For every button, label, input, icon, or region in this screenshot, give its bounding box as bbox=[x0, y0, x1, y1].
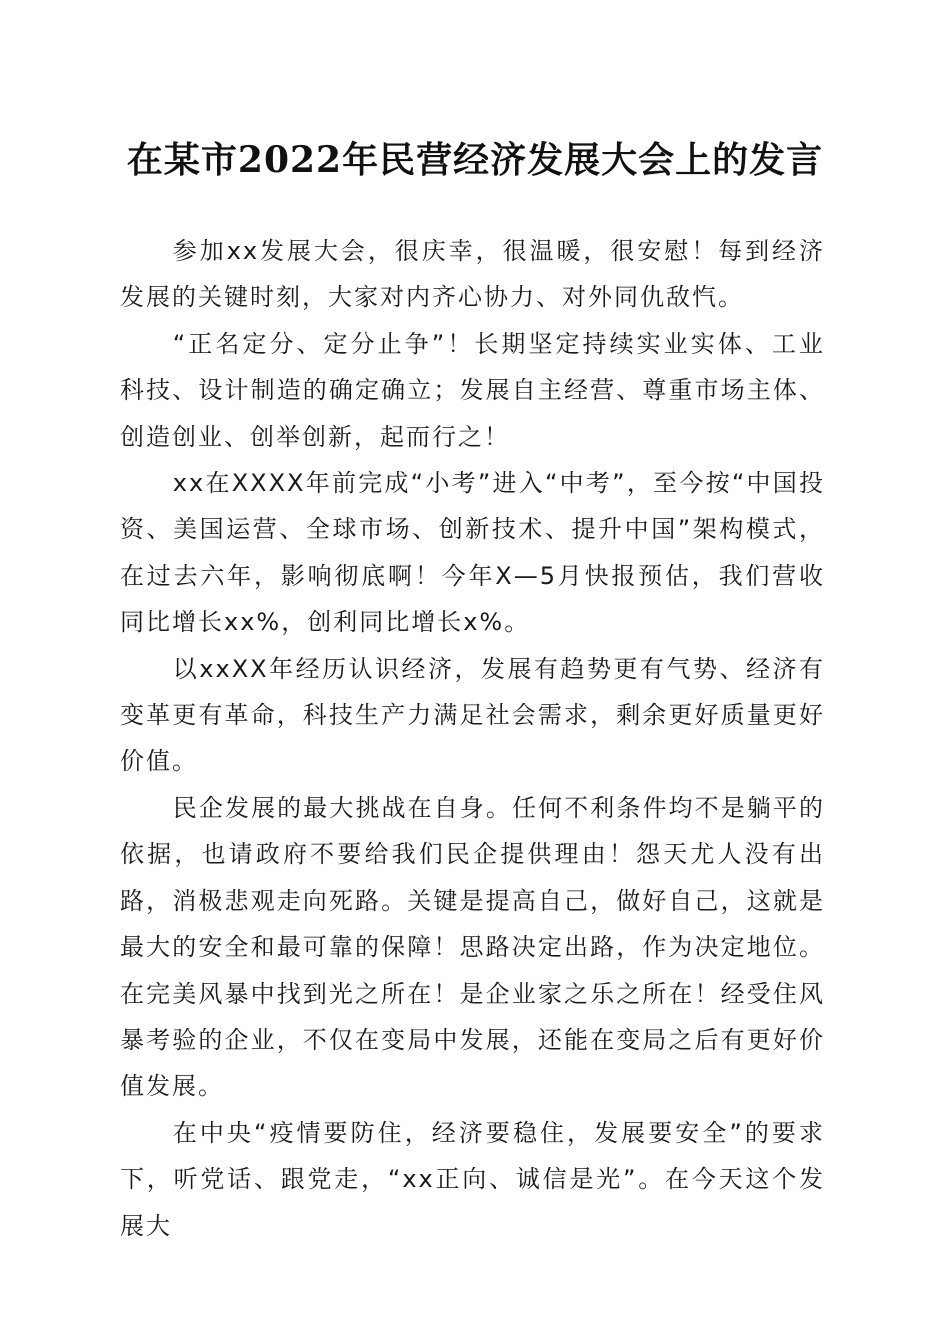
paragraph-6: 在中央“疫情要防住，经济要稳住，发展要安全”的要求下，听党话、跟党走，“xx正向、诚信是光”。在今天这个发展大 bbox=[120, 1118, 825, 1240]
paragraph-4: 以xxXX年经历认识经济，发展有趋势更有气势、经济有变革更有革命，科技生产力满足社会需求，剩余更好质量更好价值。 bbox=[120, 654, 825, 776]
document-body bbox=[120, 228, 825, 1249]
paragraph-5: 民企发展的最大挑战在自身。任何不利条件均不是躺平的依据，也请政府不要给我们民企提供理由！怨天尤人没有出路，消极悲观走向死路。关键是提高自己，做好自己，这就是最大的安全和最可靠的保障！思路决定出路，作为决定地位。在完美风暴中找到光之所在！是企业家之乐之所在！经受住风暴考验的企业，不仅在变局中发展，还能在变局之后有更好价值发展。 bbox=[120, 793, 825, 1101]
paragraph-2: “正名定分、定分止争”！长期坚定持续实业实体、工业科技、设计制造的确定确立；发展自主经营、尊重市场主体、创造创业、创举创新，起而行之！ bbox=[120, 329, 825, 451]
paragraph-1: 参加xx发展大会，很庆幸，很温暖，很安慰！每到经济发展的关键时刻，大家对内齐心协力、对外同仇敌忾。 bbox=[120, 237, 825, 312]
document-title: 在某市2022年民营经济发展大会上的发言 bbox=[126, 139, 824, 181]
paragraph-3: xx在XXXX年前完成“小考”进入“中考”，至今按“中国投资、美国运营、全球市场、创新技术、提升中国”架构模式，在过去六年，影响彻底啊！今年X—5月快报预估，我们营收同比增长xx%，创利同比增长x%。 bbox=[120, 469, 825, 637]
